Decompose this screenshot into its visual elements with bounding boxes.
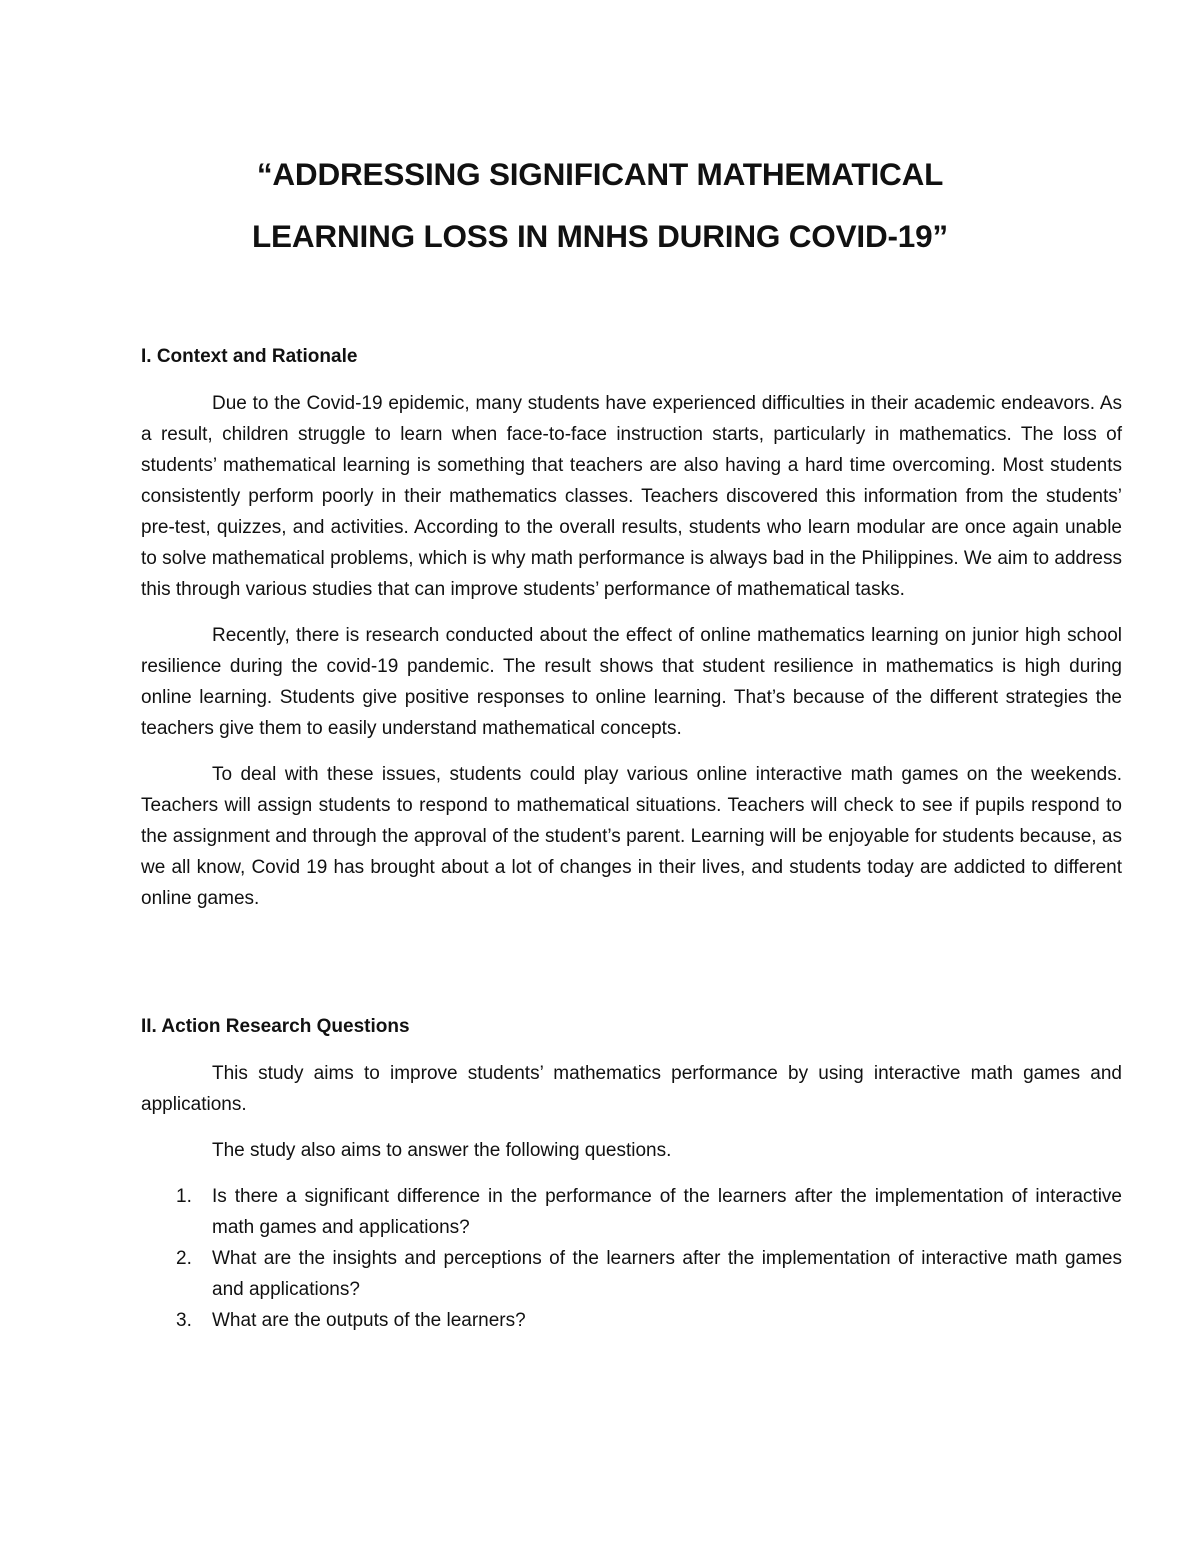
list-item (141, 1181, 1122, 1243)
paragraph: This study aims to improve students’ mathematics performance by using interactive math games and applications. (141, 1063, 1122, 1115)
list-item (141, 1243, 1122, 1305)
list-item-number: 1. (176, 1186, 192, 1207)
list-item (141, 1305, 1122, 1336)
list-item-text: What are the insights and perceptions of the learners after the implementation of interactive math games and applications? (212, 1248, 1122, 1300)
title-line-1: “ADDRESSING SIGNIFICANT MATHEMATICAL (256, 156, 944, 192)
document-title (150, 143, 1050, 267)
research-questions-list (141, 1181, 1122, 1336)
list-item-text: Is there a significant difference in the performance of the learners after the implementation of interactive math games and applications? (212, 1186, 1122, 1238)
paragraph: The study also aims to answer the following questions. (212, 1140, 672, 1161)
paragraph: Due to the Covid-19 epidemic, many students have experienced difficulties in their academic endeavors. As a result, children struggle to learn when face-to-face instruction starts, particularly in mathematics. The loss of students’ mathematical learning is something that teachers are also having a hard time overcoming. Most students consistently perform poorly in their mathematics classes. Teachers discovered this information from the students’ pre-test, quizzes, and activities. According to the overall results, students who learn modular are once again unable to solve mathematical problems, which is why math performance is always bad in the Philippines. We aim to address this through various studies that can improve students’ performance of mathematical tasks. (141, 393, 1122, 600)
section-heading: II. Action Research Questions (141, 1016, 410, 1037)
section-action-research-questions (141, 1011, 1122, 1336)
list-item-number: 2. (176, 1248, 192, 1269)
paragraph: Recently, there is research conducted about the effect of online mathematics learning on junior high school resilience during the covid-19 pandemic. The result shows that student resilience in mathematics is high during online learning. Students give positive responses to online learning. That’s because of the different strategies the teachers give them to easily understand mathematical concepts. (141, 625, 1122, 739)
section-context-rationale (141, 341, 1122, 929)
paragraph: To deal with these issues, students could play various online interactive math games on the weekends. Teachers will assign students to respond to mathematical situations. Teachers will check to see if pupils respond to the assignment and through the approval of the student’s parent. Learning will be enjoyable for students because, as we all know, Covid 19 has brought about a lot of changes in their lives, and students today are addicted to different online games. (141, 764, 1122, 909)
title-line-2: LEARNING LOSS IN MNHS DURING COVID-19” (252, 218, 948, 254)
section-heading: I. Context and Rationale (141, 346, 358, 367)
list-item-number: 3. (176, 1310, 192, 1331)
list-item-text: What are the outputs of the learners? (212, 1310, 526, 1331)
